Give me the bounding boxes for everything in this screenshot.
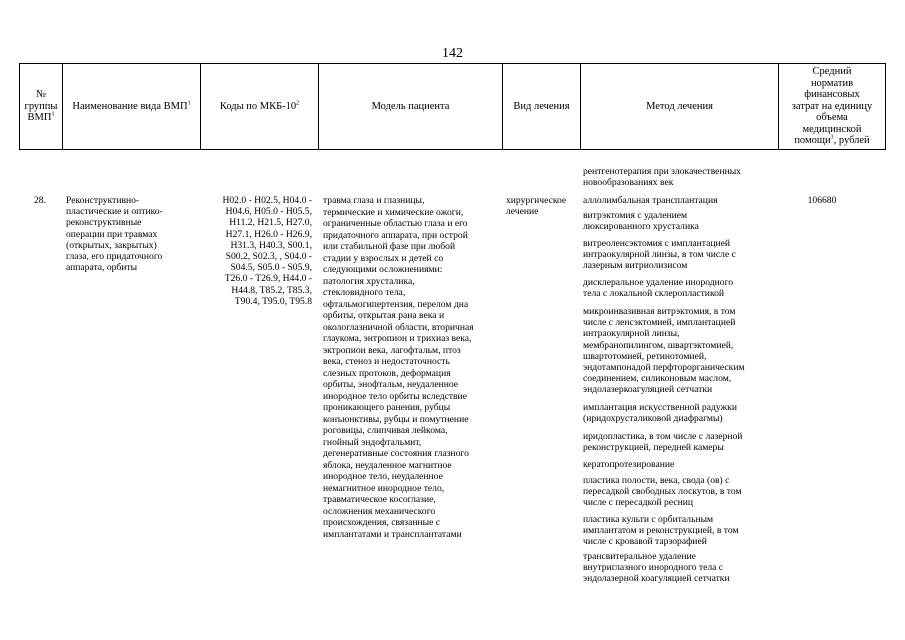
header-group-number-line: № xyxy=(35,89,47,101)
vmp-name-line: (открытых, закрытых) xyxy=(66,239,157,251)
method-line: пересадкой свободных лоскутов, в том xyxy=(583,486,742,498)
header-cost-line: , рублей xyxy=(833,135,870,147)
header-vmp-name xyxy=(63,64,200,149)
treatment-method xyxy=(583,475,742,509)
header-patient-model-label: Модель пациента xyxy=(371,100,450,112)
method-line: эндотампонадой перфторорганическим xyxy=(583,362,745,374)
treatment-method xyxy=(583,306,745,396)
patient-model-line: орбиты, открытая рана века и xyxy=(323,310,445,321)
patient-model-line: придаточного аппарата, при острой xyxy=(323,229,468,241)
patient-model-line: окологлазничной области, вторичная xyxy=(323,321,474,333)
header-cost-line: финансовых xyxy=(804,89,860,101)
patient-model-text xyxy=(323,195,474,540)
method-line: кератопротезирование xyxy=(583,459,675,470)
patient-model-line: имплантатами и трансплантатами xyxy=(323,528,462,540)
method-line: имплантация искусственной радужки xyxy=(583,402,737,413)
header-cost-line: норматив xyxy=(810,77,854,89)
header-cost-line: помощи xyxy=(794,135,831,147)
mkb-codes-line: H27.1, H26.0 - H26.9, xyxy=(225,228,312,240)
method-line: тела с локальной склеропластикой xyxy=(583,288,725,300)
vmp-name-line: аппарата, орбиты xyxy=(66,262,138,274)
patient-model-line: стекловидного тела, xyxy=(323,287,406,298)
treatment-method xyxy=(583,431,742,453)
patient-model-line: патология хрусталика, xyxy=(323,275,415,287)
method-line: имплантатом и реконструкцией, в том xyxy=(583,525,739,537)
vmp-name-text xyxy=(66,195,163,273)
mkb-codes-line: S04.5, S05.0 - S05.9, xyxy=(230,262,312,274)
vmp-name-line: Реконструктивно- xyxy=(66,195,140,206)
header-mkb-codes-label: Коды по МКБ-10 xyxy=(219,100,297,112)
row-number: 28. xyxy=(34,195,46,206)
method-line: реконструкцией, передней камеры xyxy=(583,442,724,454)
patient-model-line: дегенеративные состояния глазного xyxy=(323,448,469,459)
footnote-mark: 1 xyxy=(51,111,55,118)
patient-model-line: проникающего ранения, рубцы xyxy=(323,402,451,413)
method-line: аллолимбальная трансплантация xyxy=(583,195,718,206)
method-line: витрэктомия с удалением xyxy=(583,210,688,221)
patient-model-line: инородное тело орбиты вследствие xyxy=(323,390,467,402)
header-treatment-type xyxy=(503,64,580,149)
treatment-type-text xyxy=(506,195,566,217)
mkb-codes-line: H31.3, H40.3, S00.1, xyxy=(230,239,312,251)
header-cost xyxy=(779,64,885,149)
header-treatment-method-label: Метод лечения xyxy=(646,100,713,112)
treatment-method xyxy=(583,238,736,272)
header-treatment-type-label: Вид лечения xyxy=(513,100,570,112)
method-line: дисклеральное удаление инородного xyxy=(583,277,734,288)
patient-model-line: инородное тело, неудаленное xyxy=(323,471,443,482)
method-line: лазерным витриолизисом xyxy=(583,260,688,272)
header-patient-model xyxy=(319,64,502,149)
treatment-method xyxy=(583,514,739,548)
mkb-codes-line: H02.0 - H02.5, H04.0 - xyxy=(222,195,312,206)
method-line: интраокулярной линзы, в том числе с xyxy=(583,249,736,261)
footnote-mark: 3 xyxy=(830,134,834,141)
method-line: внутриглазного инородного тела с xyxy=(583,562,724,574)
method-line: пластика культи с орбитальным xyxy=(583,514,714,525)
method-line: эндолазеркоагуляцией сетчатки xyxy=(583,384,713,396)
mkb-codes-line: H44.8, T85.2, T85.3, xyxy=(231,284,312,296)
method-line: числе с пересадкой ресниц xyxy=(583,497,693,509)
patient-model-line: офтальмогипертензия, перелом дна xyxy=(323,298,469,310)
patient-model-line: гнойный эндофтальмит, xyxy=(323,436,422,448)
method-line: витреоленсэктомия с имплантацией xyxy=(583,238,731,249)
treatment-method xyxy=(583,277,733,299)
header-cost-line: затрат на единицу xyxy=(791,100,873,112)
mkb-codes-line: T90.4, T95.0, T95.8 xyxy=(234,295,312,307)
vmp-name-line: операции при травмах xyxy=(66,228,158,240)
patient-model-line: ограниченные областью глаза и его xyxy=(323,218,468,229)
cost-value: 106680 xyxy=(807,195,837,206)
treatment-method xyxy=(583,402,737,424)
mkb-codes-line: T26.0 - T26.9, H44.0 - xyxy=(224,273,312,285)
patient-model-line: немагнитное инородное тело, xyxy=(323,482,445,494)
method-line: интраокулярной линзы, xyxy=(583,328,680,340)
patient-model-line: или стабильной фазе при любой xyxy=(323,241,456,252)
header-mkb-codes xyxy=(201,64,318,149)
header-group-number-line: группы xyxy=(24,100,58,112)
patient-model-line: травма глаза и глазницы, xyxy=(323,195,425,206)
vmp-name-line: пластические и оптико- xyxy=(66,206,163,218)
patient-model-line: роговицы, слипчивая лейкома, xyxy=(323,425,448,436)
header-group-number xyxy=(20,64,62,149)
method-line: пластика полости, века, свода (ов) с xyxy=(583,475,730,486)
header-group-number-line: ВМП xyxy=(27,112,52,124)
method-line: микроинвазивная витрэктомия, в том xyxy=(583,306,736,317)
vmp-name-line: реконструктивные xyxy=(66,217,142,229)
header-cost-line: Средний xyxy=(812,66,852,78)
header-vmp-name-label: Наименование вида ВМП xyxy=(72,100,188,112)
mkb-codes-text xyxy=(200,195,312,307)
patient-model-line: травматическое косоглазие, xyxy=(323,494,436,505)
treatment-type-line: лечение xyxy=(506,206,539,218)
method-line: иридопластика, в том числе с лазерной xyxy=(583,431,743,442)
previous-method-text xyxy=(583,166,741,188)
method-line: трансвитеральное удаление xyxy=(583,551,696,562)
patient-model-line: яблока, неудаленное магнитное xyxy=(323,459,452,471)
method-line: люксированного хрусталика xyxy=(583,221,699,233)
header-cost-line: медицинской xyxy=(802,123,862,135)
patient-model-line: эктропион века, лагофтальм, птоз xyxy=(323,344,461,356)
patient-model-line: конъюнктивы, рубцы и помутнение xyxy=(323,413,469,425)
method-line: (иридохрусталиковой диафрагмы) xyxy=(583,413,723,425)
treatment-method xyxy=(583,459,674,470)
patient-model-line: стадии у взрослых и детей со xyxy=(323,252,444,264)
patient-model-line: слезных протоков, деформация xyxy=(323,367,451,379)
header-treatment-method xyxy=(581,64,778,149)
treatment-method xyxy=(583,210,699,232)
mkb-codes-line: H11.2, H21.5, H27.0, xyxy=(229,217,312,229)
method-line: новообразованиях век xyxy=(583,177,674,189)
patient-model-line: глаукома, энтропион и трихиаз века, xyxy=(323,333,472,344)
footnote-mark: 1 xyxy=(187,100,191,107)
mkb-codes-line: H04.6, H05.0 - H05.5, xyxy=(225,206,312,218)
patient-model-line: термические и химические ожоги, xyxy=(323,206,464,218)
method-line: эндолазерной коагуляцией сетчатки xyxy=(583,573,730,585)
method-line: соединением, силиконовым маслом, xyxy=(583,373,732,385)
patient-model-line: века, стеноз и недостаточность xyxy=(323,356,450,367)
method-line: рентгенотерапия при злокачественных xyxy=(583,166,741,177)
mkb-codes-line: S00.2, S02.3, , S04.0 - xyxy=(225,251,312,263)
method-line: числе с ленсэктомией, имплантацией xyxy=(583,317,736,329)
patient-model-line: происхождения, связанные с xyxy=(323,517,440,528)
treatment-method xyxy=(583,551,730,585)
treatment-method xyxy=(583,195,718,206)
header-bottom-rule xyxy=(19,149,886,150)
column-divider xyxy=(885,63,886,149)
vmp-name-line: глаза, его придаточного xyxy=(66,251,163,263)
method-line: швартотомией, ретинотомией, xyxy=(583,350,707,362)
footnote-mark: 2 xyxy=(296,100,300,107)
header-cost-line: объема xyxy=(816,112,848,124)
patient-model-line: осложнения механического xyxy=(323,505,436,517)
patient-model-line: следующими осложнениями: xyxy=(323,264,443,275)
page-number: 142 xyxy=(442,46,463,61)
treatment-type-line: хирургическое xyxy=(506,195,567,206)
patient-model-line: орбиты, энофтальм, неудаленное xyxy=(323,379,459,390)
method-line: мембранопилингом, швартэктомией, xyxy=(583,339,734,351)
method-line: числе с кровавой тарзорафией xyxy=(583,536,707,548)
